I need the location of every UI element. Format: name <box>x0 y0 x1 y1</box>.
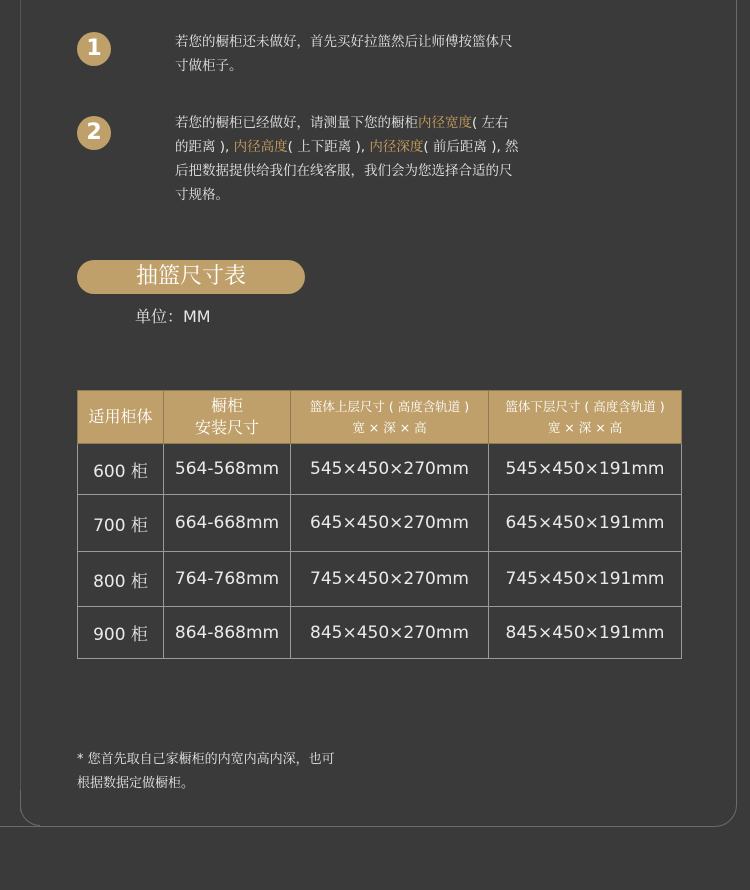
footnote <box>77 748 335 796</box>
cell-upper: 745×450×270mm <box>291 552 489 607</box>
highlight-inner-height: 内径高度 <box>233 139 288 155</box>
highlight-inner-depth: 内径深度 <box>369 139 424 155</box>
header-upper <box>291 391 489 444</box>
step-2-text-part: ( 左右的距离 ), <box>175 115 509 155</box>
cell-upper: 845×450×270mm <box>291 607 489 659</box>
cell-install: 564-568mm <box>164 444 291 495</box>
cell-lower: 845×450×191mm <box>489 607 682 659</box>
unit-label: 单位：MM <box>135 307 211 326</box>
header-lower <box>489 391 682 444</box>
step-2-text-part: 若您的橱柜已经做好，请测量下您的橱柜 <box>175 115 418 131</box>
header-cabinet-label: 适用柜体 <box>88 407 153 426</box>
cell-cabinet: 800 柜 <box>78 552 164 607</box>
header-lower-line2: 宽 × 深 × 高 <box>547 420 623 435</box>
header-cabinet <box>78 391 164 444</box>
step-2-text-part: ( 前后距离 ), 然后把数据提供给我们在线客服，我们会为您选择合适的尺寸规格。 <box>175 139 519 203</box>
cell-lower: 545×450×191mm <box>489 444 682 495</box>
header-install-line1: 橱柜 <box>210 396 243 415</box>
table-row <box>78 495 682 552</box>
footnote-line2: 根据数据定做橱柜。 <box>77 776 195 791</box>
cell-install: 864-868mm <box>164 607 291 659</box>
step-1-text: 若您的橱柜还未做好，首先买好拉篮然后让师傅按篮体尺寸做柜子。 <box>175 34 513 74</box>
table-header-row <box>78 391 682 444</box>
step-1-number-badge: 1 <box>77 32 111 66</box>
footnote-line1: * 您首先取自己家橱柜的内宽内高内深，也可 <box>77 752 335 767</box>
header-install <box>164 391 291 444</box>
table-row <box>78 607 682 659</box>
cell-install: 764-768mm <box>164 552 291 607</box>
cell-lower: 645×450×191mm <box>489 495 682 552</box>
size-table <box>77 390 682 659</box>
header-lower-line1: 篮体下层尺寸 ( 高度含轨道 ) <box>505 399 665 414</box>
table-row <box>78 444 682 495</box>
table-row <box>78 552 682 607</box>
step-1 <box>77 32 520 78</box>
cell-cabinet: 600 柜 <box>78 444 164 495</box>
cell-cabinet: 700 柜 <box>78 495 164 552</box>
cell-install: 664-668mm <box>164 495 291 552</box>
cell-upper: 645×450×270mm <box>291 495 489 552</box>
cell-cabinet: 900 柜 <box>78 607 164 659</box>
header-install-line2: 安装尺寸 <box>194 418 259 437</box>
cell-lower: 745×450×191mm <box>489 552 682 607</box>
header-upper-line1: 篮体上层尺寸 ( 高度含轨道 ) <box>309 399 470 414</box>
highlight-inner-width: 内径宽度 <box>418 115 472 131</box>
step-2-number-badge: 2 <box>77 116 111 150</box>
cell-upper: 545×450×270mm <box>291 444 489 495</box>
section-title: 抽篮尺寸表 <box>77 260 305 294</box>
header-upper-line2: 宽 × 深 × 高 <box>352 420 427 435</box>
step-2 <box>77 116 520 207</box>
panel-left-border <box>20 0 21 812</box>
step-2-text-part: ( 上下距离 ), <box>287 139 370 155</box>
step-2-text <box>175 111 520 207</box>
